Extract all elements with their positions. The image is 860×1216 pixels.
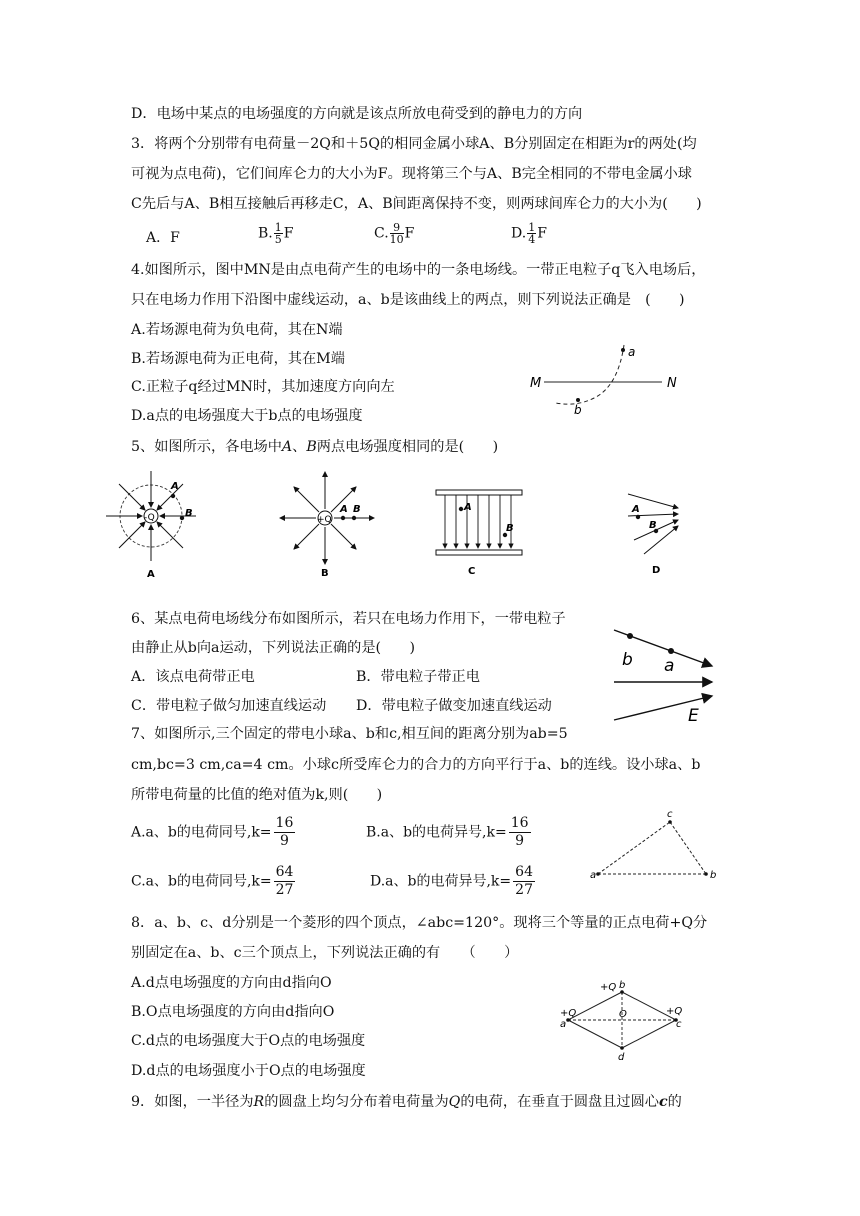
q3-option-d-num: 1 — [528, 221, 536, 234]
q4-figure — [520, 335, 700, 425]
q4-option-b: B.若场源电荷为正电荷，其在M端 — [131, 351, 345, 367]
q9-stem-r: R — [253, 1094, 265, 1110]
q8-stem-line1: 8．a、b、c、d分别是一个菱形的四个顶点，∠abc=120°。现将三个等量的正点电荷+Q分 — [131, 915, 708, 931]
q9-stem-part3: 的电荷，在垂直于圆盘且过圆心 — [460, 1094, 659, 1110]
q5b-field-line — [294, 524, 319, 549]
q6-option-b: B．带电粒子带正电 — [356, 669, 480, 685]
q5-stem-b: B — [306, 439, 317, 455]
q7-point-c — [668, 820, 672, 824]
q5d-point-a — [636, 515, 640, 519]
q6-stem-line2: 由静止从b向a运动，下列说法正确的是( ) — [131, 640, 415, 656]
q3-option-b-unit: F — [283, 225, 294, 242]
q5-figure-d — [620, 490, 690, 590]
q5b-point-a — [341, 516, 345, 520]
q5a-field-line — [157, 522, 183, 548]
q5d-label-a: A — [632, 504, 640, 515]
q6-option-d: D．带电粒子做变加速直线运动 — [356, 698, 552, 714]
q5b-point-b — [352, 516, 356, 520]
q7-stem-line3: 所带电荷量的比值的绝对值为k,则( ) — [131, 787, 383, 803]
q5b-caption: B — [321, 568, 329, 579]
q8-stem-line2: 别固定在a、b、c三个顶点上，下列说法正确的有 （ ） — [131, 945, 519, 961]
q7-option-c — [131, 864, 295, 899]
q5-stem-a: A — [281, 439, 293, 455]
q5b-field-line — [331, 524, 356, 549]
q4-label-n: N — [667, 376, 677, 391]
q3-option-b-num: 1 — [274, 221, 282, 234]
q4-trajectory — [556, 345, 624, 404]
q6-figure — [608, 620, 728, 730]
q3-option-c — [374, 222, 414, 245]
q5a-label-a: A — [171, 481, 179, 492]
q6-point-a — [668, 648, 674, 654]
q7-option-c-fraction — [274, 864, 296, 899]
q5-stem-part2: 两点电场强度相同的是( ) — [316, 439, 499, 455]
q7-option-a-text: A.a、b的电荷同号,k= — [131, 824, 272, 841]
q5c-top-plate — [436, 490, 522, 495]
q7-point-a — [596, 872, 600, 876]
q6-stem-line1: 6、某点电荷电场线分布如图所示，若只在电场力作用下，一带电粒子 — [131, 611, 566, 627]
q3-option-b-den: 5 — [274, 233, 282, 246]
q5-stem — [131, 437, 498, 457]
q8-side-cd — [622, 1020, 676, 1048]
q7-option-b-num: 16 — [510, 815, 529, 831]
q7-option-c-num: 64 — [275, 864, 294, 880]
q3-option-d-den: 4 — [528, 233, 536, 246]
q7-option-a — [131, 815, 295, 850]
q8-figure — [556, 976, 696, 1066]
q7-option-d-fraction — [513, 864, 535, 899]
q4-stem-line1: 4.如图所示，图中MN是由点电荷产生的电场中的一条电场线。一带正电粒子q飞入电场后， — [131, 262, 706, 278]
q7-option-c-den: 27 — [275, 882, 294, 898]
q5a-charge-label: -Q — [144, 513, 155, 523]
q3-option-c-label: C. — [374, 225, 389, 242]
q3-option-a: A．F — [146, 230, 180, 246]
q7-option-b — [366, 815, 531, 850]
q4-label-a: a — [628, 345, 636, 359]
q3-option-c-num: 9 — [390, 222, 404, 234]
q8-side-da — [568, 1020, 622, 1048]
q9-stem-part1: 9．如图，一半径为 — [131, 1094, 254, 1110]
q3-option-b-label: B. — [258, 225, 273, 242]
q8-label-qc: +Q — [666, 1006, 683, 1017]
q6-point-b — [627, 633, 633, 639]
q3-option-d-unit: F — [537, 225, 547, 242]
q5-figure-a — [104, 468, 204, 578]
q4-point-b-dot — [576, 398, 580, 402]
q3-stem-line1: 3．将两个分别带有电荷量－2Q和＋5Q的相同金属小球A、B分别固定在相距为r的两处(均 — [131, 136, 697, 152]
q5a-field-line — [157, 484, 183, 510]
q6-option-c: C．带电粒子做匀加速直线运动 — [131, 698, 327, 714]
q7-option-c-text: C.a、b的电荷同号,k= — [131, 873, 272, 890]
q5b-field-line — [294, 487, 319, 512]
q8-label-b: b — [619, 980, 626, 991]
q3-option-d-fraction — [527, 222, 536, 245]
q5c-label-b: B — [506, 523, 514, 534]
q5-figure-c — [432, 486, 532, 586]
q5-figure-b — [278, 468, 378, 578]
q7-side-cb — [670, 822, 706, 874]
q4-point-a-dot — [621, 348, 625, 352]
q4-label-b: b — [574, 403, 582, 417]
q5a-point-b — [180, 516, 184, 520]
q7-option-d-num: 64 — [515, 864, 533, 880]
q3-option-c-den: 10 — [389, 233, 404, 246]
q5d-label-b: B — [649, 520, 657, 531]
q8-label-qa: +Q — [560, 1008, 577, 1019]
q8-option-a: A.d点电场强度的方向由d指向O — [131, 975, 332, 991]
q3-stem-line3: C先后与A、B相互接触后再移走C，A、B间距离保持不变，则两球间库仑力的大小为( ) — [131, 196, 702, 212]
q8-label-o: O — [619, 1009, 627, 1020]
q5c-caption: C — [468, 566, 476, 577]
q6-label-b: b — [622, 650, 633, 670]
q5a-caption: A — [147, 569, 155, 580]
q9-stem-c: c — [658, 1094, 668, 1110]
q3-option-b — [258, 222, 293, 245]
q3-option-d-label: D. — [511, 225, 527, 242]
q5c-bottom-plate — [436, 550, 522, 555]
q6-label-a: a — [664, 656, 675, 676]
q5b-label-b: B — [353, 504, 361, 515]
q8-label-qb: +Q — [600, 982, 617, 993]
q5-stem-sep: 、 — [292, 439, 307, 455]
q7-option-a-fraction — [274, 815, 296, 850]
q5-stem-part1: 5、如图所示，各电场中 — [131, 439, 282, 455]
q9-stem-q: Q — [448, 1094, 461, 1110]
q7-side-ac — [598, 822, 670, 874]
q6-option-a: A．该点电荷带正电 — [131, 669, 255, 685]
q3-option-b-fraction — [274, 222, 283, 245]
q8-option-c: C.d点的电场强度大于O点的电场强度 — [131, 1033, 366, 1049]
q7-stem-line2: cm,bc=3 cm,ca=4 cm。小球c所受库仑力的合力的方向平行于a、b的连线。设小球a、b — [131, 757, 701, 773]
q7-stem-line1: 7、如图所示,三个固定的带电小球a、b和c,相互间的距离分别为ab=5 — [131, 726, 568, 742]
q9-stem — [131, 1092, 682, 1112]
q8-label-a: a — [560, 1019, 567, 1030]
q7-option-a-den: 9 — [280, 833, 289, 849]
q7-figure — [586, 808, 726, 888]
q3-option-d — [511, 222, 547, 245]
q7-option-b-fraction — [509, 815, 531, 850]
q5b-label-a: A — [340, 504, 348, 515]
q8-label-d: d — [618, 1052, 625, 1063]
q4-label-m: M — [530, 376, 542, 391]
q7-option-d — [370, 864, 535, 899]
q7-option-b-den: 9 — [515, 833, 525, 849]
q5a-field-line — [119, 522, 145, 548]
q8-point-d — [620, 1046, 624, 1050]
q3-stem-line2: 可视为点电荷)，它们间库仑力的大小为F。现将第三个与A、B完全相同的不带电金属小球 — [131, 166, 692, 182]
q2-option-d: D．电场中某点的电场强度的方向就是该点所放电荷受到的静电力的方向 — [131, 106, 583, 122]
q5a-point-a — [171, 494, 175, 498]
q7-label-c: c — [667, 809, 673, 820]
q5d-caption: D — [652, 565, 661, 576]
q4-option-a: A.若场源电荷为负电荷，其在N端 — [131, 322, 343, 338]
q4-option-d: D.a点的电场强度大于b点的电场强度 — [131, 408, 363, 424]
q7-option-d-text: D.a、b的电荷异号,k= — [370, 873, 512, 890]
q9-stem-part4: 的 — [667, 1094, 682, 1110]
q5c-label-a: A — [464, 502, 472, 513]
q4-option-c: C.正粒子q经过MN时，其加速度方向向左 — [131, 379, 395, 395]
q3-option-c-unit: F — [404, 225, 415, 242]
q5a-label-b: B — [185, 508, 193, 519]
q5c-point-a — [459, 507, 463, 511]
q7-option-a-num: 16 — [275, 815, 294, 831]
q7-option-d-den: 27 — [515, 882, 533, 898]
q5a-field-line — [119, 484, 145, 510]
q9-stem-part2: 的圆盘上均匀分布着电荷量为 — [264, 1094, 449, 1110]
q8-option-d: D.d点的电场强度小于O点的电场强度 — [131, 1063, 366, 1079]
q5b-charge-label: +Q — [317, 515, 332, 525]
q8-label-c: c — [676, 1019, 682, 1030]
q7-option-b-text: B.a、b的电荷异号,k= — [366, 824, 507, 841]
q4-stem-line2: 只在电场力作用下沿图中虚线运动，a、b是该曲线上的两点，则下列说法正确是 ( ) — [131, 292, 685, 308]
q3-option-c-fraction — [390, 222, 404, 245]
q8-option-b: B.O点电场强度的方向由d指向O — [131, 1004, 335, 1020]
q6-label-e: E — [688, 706, 699, 726]
q7-label-a: a — [590, 870, 597, 881]
q7-label-b: b — [710, 870, 717, 881]
q7-point-b — [704, 872, 708, 876]
